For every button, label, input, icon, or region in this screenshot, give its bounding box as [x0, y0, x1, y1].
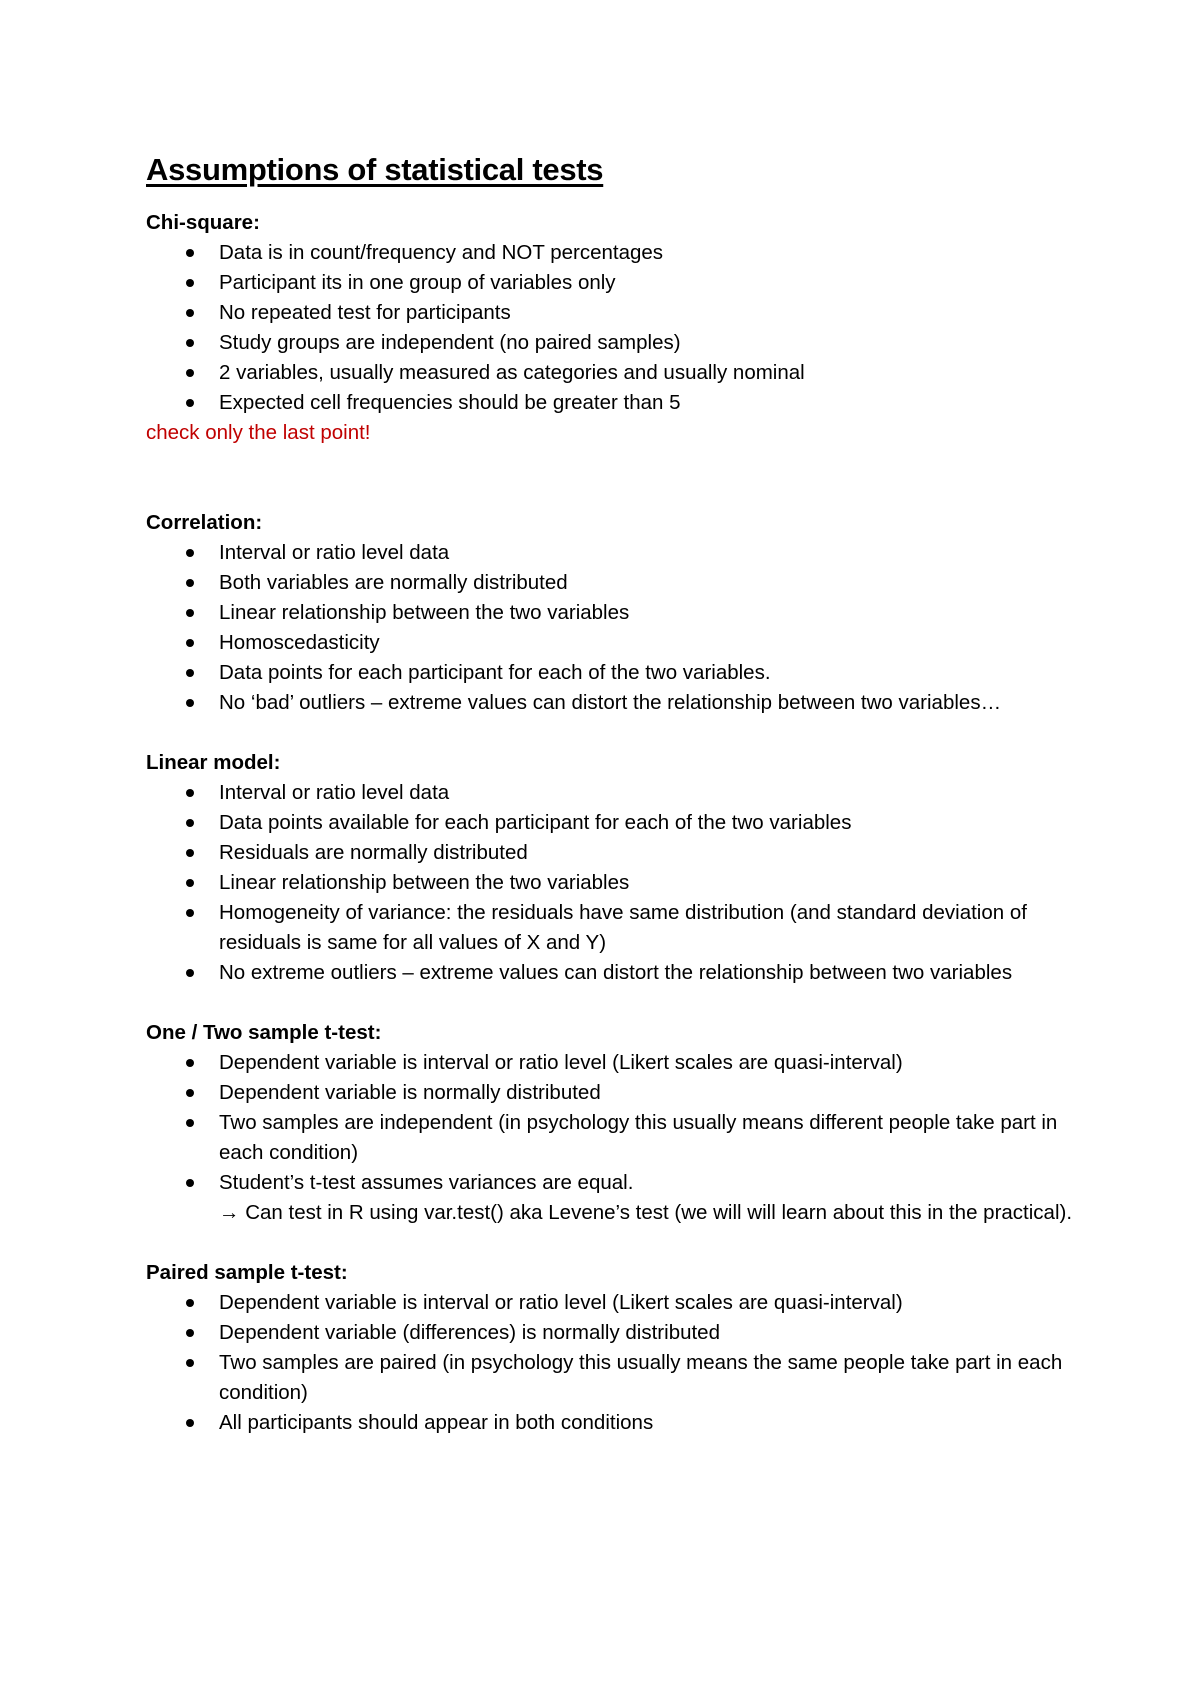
- list-item: Dependent variable is normally distributed: [146, 1078, 1076, 1108]
- list-item: Student’s t-test assumes variances are equal. → Can test in R using var.test() aka Levene’s test (we will will learn about this in the practical).: [146, 1168, 1076, 1228]
- bullet-icon: [186, 369, 194, 377]
- bullet-icon: [186, 819, 194, 827]
- list-item: Expected cell frequencies should be greater than 5: [146, 388, 1076, 418]
- list-item: No ‘bad’ outliers – extreme values can distort the relationship between two variables…: [146, 688, 1076, 718]
- list-item: No extreme outliers – extreme values can distort the relationship between two variables: [146, 958, 1076, 988]
- bullet-icon: [186, 399, 194, 407]
- bullet-icon: [186, 549, 194, 557]
- section-heading: Linear model:: [146, 751, 281, 774]
- bullet-icon: [186, 879, 194, 887]
- list-item: Homoscedasticity: [146, 628, 1076, 658]
- list-item: All participants should appear in both conditions: [146, 1408, 1076, 1438]
- bullet-icon: [186, 1119, 194, 1127]
- bullet-icon: [186, 1179, 194, 1187]
- bullet-icon: [186, 639, 194, 647]
- red-note: check only the last point!: [146, 421, 371, 444]
- section-heading: Correlation:: [146, 511, 263, 534]
- list-item: Residuals are normally distributed: [146, 838, 1076, 868]
- bullet-icon: [186, 1089, 194, 1097]
- list-item: Data points for each participant for each of the two variables.: [146, 658, 1076, 688]
- bullet-icon: [186, 669, 194, 677]
- list-item: Dependent variable (differences) is normally distributed: [146, 1318, 1076, 1348]
- arrow-subnote: → Can test in R using var.test() aka Levene’s test (we will will learn about this in the practical).: [219, 1201, 1073, 1224]
- list-item: Data points available for each participant for each of the two variables: [146, 808, 1076, 838]
- bullet-icon: [186, 249, 194, 257]
- list-item: Study groups are independent (no paired samples): [146, 328, 1076, 358]
- bullet-icon: [186, 1329, 194, 1337]
- list-item: Interval or ratio level data: [146, 538, 1076, 568]
- list-item: Linear relationship between the two variables: [146, 598, 1076, 628]
- bullet-list: [146, 1048, 1076, 1228]
- section-heading: One / Two sample t-test:: [146, 1021, 382, 1044]
- bullet-list: [146, 778, 1076, 988]
- bullet-icon: [186, 579, 194, 587]
- section-one-two-sample-t-test: [146, 1018, 1076, 1228]
- list-item: Data is in count/frequency and NOT percentages: [146, 238, 1076, 268]
- list-item: Dependent variable is interval or ratio level (Likert scales are quasi-interval): [146, 1048, 1076, 1078]
- bullet-icon: [186, 1419, 194, 1427]
- bullet-icon: [186, 1359, 194, 1367]
- bullet-icon: [186, 1059, 194, 1067]
- bullet-icon: [186, 339, 194, 347]
- bullet-icon: [186, 699, 194, 707]
- bullet-icon: [186, 789, 194, 797]
- section-chi-square: [146, 208, 1076, 448]
- document-page: [146, 150, 1076, 1438]
- bullet-icon: [186, 1299, 194, 1307]
- list-item: Linear relationship between the two variables: [146, 868, 1076, 898]
- bullet-icon: [186, 279, 194, 287]
- list-item: Two samples are paired (in psychology this usually means the same people take part in each condition): [146, 1348, 1076, 1408]
- list-item: Two samples are independent (in psychology this usually means different people take part in each condition): [146, 1108, 1076, 1168]
- list-item: Both variables are normally distributed: [146, 568, 1076, 598]
- list-item: Homogeneity of variance: the residuals have same distribution (and standard deviation of residuals is same for all values of X and Y): [146, 898, 1076, 958]
- bullet-icon: [186, 609, 194, 617]
- section-correlation: [146, 508, 1076, 718]
- list-item: No repeated test for participants: [146, 298, 1076, 328]
- page-title: Assumptions of statistical tests: [146, 152, 604, 187]
- section-heading: Chi-square:: [146, 211, 260, 234]
- list-item: Interval or ratio level data: [146, 778, 1076, 808]
- bullet-icon: [186, 909, 194, 917]
- list-item: Participant its in one group of variables only: [146, 268, 1076, 298]
- bullet-list: [146, 538, 1076, 718]
- bullet-list: [146, 1288, 1076, 1438]
- bullet-icon: [186, 309, 194, 317]
- section-paired-sample-t-test: [146, 1258, 1076, 1438]
- section-linear-model: [146, 748, 1076, 988]
- section-heading: Paired sample t-test:: [146, 1261, 348, 1284]
- list-item: 2 variables, usually measured as categories and usually nominal: [146, 358, 1076, 388]
- bullet-icon: [186, 969, 194, 977]
- bullet-icon: [186, 849, 194, 857]
- bullet-list: [146, 238, 1076, 418]
- list-item: Dependent variable is interval or ratio level (Likert scales are quasi-interval): [146, 1288, 1076, 1318]
